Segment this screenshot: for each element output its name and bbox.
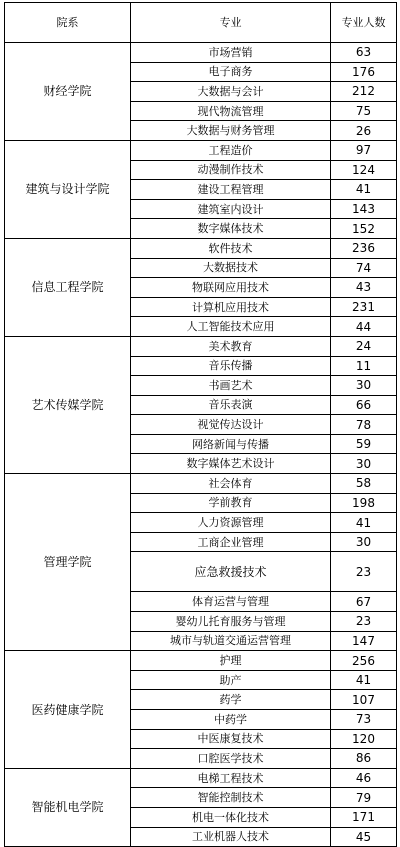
count-cell: 67 <box>331 592 397 612</box>
count-cell: 75 <box>331 101 397 121</box>
count-cell: 26 <box>331 121 397 141</box>
major-cell: 大数据与会计 <box>131 82 331 102</box>
table-row <box>5 474 397 494</box>
header-major: 专业 <box>131 3 331 43</box>
major-cell: 社会体育 <box>131 474 331 494</box>
major-cell: 网络新闻与传播 <box>131 434 331 454</box>
count-cell: 30 <box>331 376 397 396</box>
count-cell: 24 <box>331 336 397 356</box>
count-cell: 59 <box>331 434 397 454</box>
table-row <box>5 336 397 356</box>
major-cell: 大数据技术 <box>131 258 331 278</box>
count-cell: 30 <box>331 454 397 474</box>
major-cell: 婴幼儿托育服务与管理 <box>131 612 331 632</box>
count-cell: 44 <box>331 317 397 337</box>
dept-cell: 信息工程学院 <box>5 238 131 336</box>
dept-cell: 智能机电学院 <box>5 768 131 846</box>
table-row <box>5 140 397 160</box>
dept-cell: 管理学院 <box>5 474 131 651</box>
major-cell: 建筑室内设计 <box>131 199 331 219</box>
major-cell: 中医康复技术 <box>131 729 331 749</box>
dept-cell: 医药健康学院 <box>5 651 131 769</box>
count-cell: 41 <box>331 180 397 200</box>
major-cell: 音乐表演 <box>131 395 331 415</box>
major-cell: 工商企业管理 <box>131 532 331 552</box>
count-cell: 41 <box>331 670 397 690</box>
major-cell: 体育运营与管理 <box>131 592 331 612</box>
count-cell: 46 <box>331 768 397 788</box>
major-cell: 药学 <box>131 690 331 710</box>
count-cell: 236 <box>331 238 397 258</box>
count-cell: 78 <box>331 415 397 435</box>
major-cell: 电子商务 <box>131 62 331 82</box>
count-cell: 79 <box>331 788 397 808</box>
majors-table <box>4 2 397 847</box>
major-cell: 助产 <box>131 670 331 690</box>
major-cell: 动漫制作技术 <box>131 160 331 180</box>
count-cell: 120 <box>331 729 397 749</box>
count-cell: 97 <box>331 140 397 160</box>
count-cell: 74 <box>331 258 397 278</box>
count-cell: 198 <box>331 493 397 513</box>
count-cell: 147 <box>331 631 397 651</box>
major-cell: 视觉传达设计 <box>131 415 331 435</box>
count-cell: 212 <box>331 82 397 102</box>
major-cell: 城市与轨道交通运营管理 <box>131 631 331 651</box>
table-row <box>5 651 397 671</box>
count-cell: 152 <box>331 219 397 239</box>
count-cell: 231 <box>331 297 397 317</box>
count-cell: 45 <box>331 827 397 847</box>
major-cell: 软件技术 <box>131 238 331 258</box>
major-cell: 人工智能技术应用 <box>131 317 331 337</box>
count-cell: 66 <box>331 395 397 415</box>
count-cell: 124 <box>331 160 397 180</box>
dept-cell: 财经学院 <box>5 43 131 141</box>
major-cell: 人力资源管理 <box>131 513 331 533</box>
dept-cell: 艺术传媒学院 <box>5 336 131 473</box>
major-cell: 数字媒体艺术设计 <box>131 454 331 474</box>
table-row <box>5 43 397 63</box>
count-cell: 23 <box>331 552 397 592</box>
major-cell: 市场营销 <box>131 43 331 63</box>
header-dept: 院系 <box>5 3 131 43</box>
major-cell: 书画艺术 <box>131 376 331 396</box>
count-cell: 176 <box>331 62 397 82</box>
count-cell: 11 <box>331 356 397 376</box>
major-cell: 智能控制技术 <box>131 788 331 808</box>
major-cell: 现代物流管理 <box>131 101 331 121</box>
major-cell: 美术教育 <box>131 336 331 356</box>
major-cell: 机电一体化技术 <box>131 807 331 827</box>
major-cell: 电梯工程技术 <box>131 768 331 788</box>
count-cell: 63 <box>331 43 397 63</box>
major-cell: 中药学 <box>131 710 331 730</box>
table-body <box>5 43 397 847</box>
count-cell: 171 <box>331 807 397 827</box>
major-cell: 建设工程管理 <box>131 180 331 200</box>
table-row <box>5 768 397 788</box>
major-cell: 应急救援技术 <box>131 552 331 592</box>
count-cell: 30 <box>331 532 397 552</box>
count-cell: 256 <box>331 651 397 671</box>
count-cell: 58 <box>331 474 397 494</box>
major-cell: 音乐传播 <box>131 356 331 376</box>
major-cell: 数字媒体技术 <box>131 219 331 239</box>
header-count: 专业人数 <box>331 3 397 43</box>
count-cell: 41 <box>331 513 397 533</box>
major-cell: 护理 <box>131 651 331 671</box>
count-cell: 86 <box>331 749 397 769</box>
count-cell: 23 <box>331 612 397 632</box>
major-cell: 计算机应用技术 <box>131 297 331 317</box>
count-cell: 107 <box>331 690 397 710</box>
count-cell: 43 <box>331 278 397 298</box>
major-cell: 学前教育 <box>131 493 331 513</box>
header-row <box>5 3 397 43</box>
dept-cell: 建筑与设计学院 <box>5 140 131 238</box>
count-cell: 73 <box>331 710 397 730</box>
count-cell: 143 <box>331 199 397 219</box>
major-cell: 工业机器人技术 <box>131 827 331 847</box>
major-cell: 大数据与财务管理 <box>131 121 331 141</box>
major-cell: 物联网应用技术 <box>131 278 331 298</box>
major-cell: 口腔医学技术 <box>131 749 331 769</box>
table-row <box>5 238 397 258</box>
major-cell: 工程造价 <box>131 140 331 160</box>
